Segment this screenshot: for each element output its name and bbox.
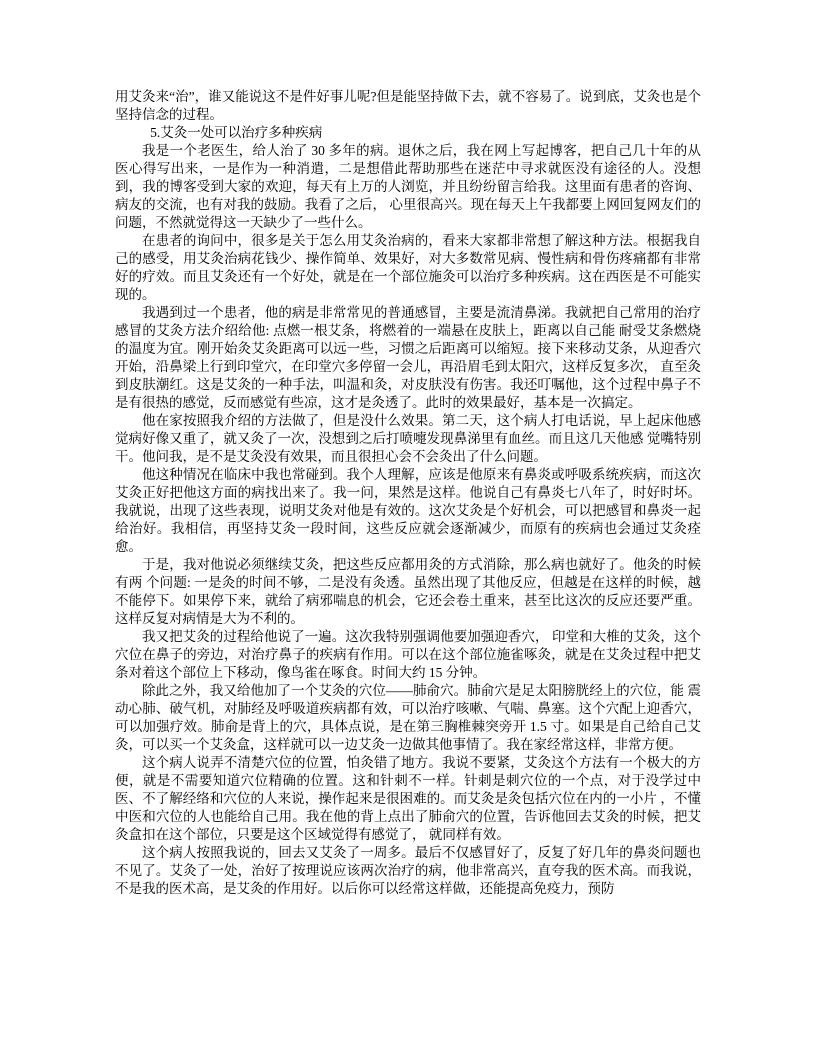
paragraph: 我又把艾灸的过程给他说了一遍。这次我特别强调他要加强迎香穴， 印堂和大椎的艾灸，这个穴位在鼻子的旁边，对治疗鼻子的疾病有作用。可以在这个部位施雀啄灸，就是在艾灸过程中把艾条对着这个部位上下移动，像鸟雀在啄食。时间大约 15 分钟。	[115, 629, 701, 680]
section-heading: 5.艾灸一处可以治疗多种疾病	[150, 125, 323, 140]
paragraph: 我是一个老医生，给人治了 30 多年的病。退休之后，我在网上写起博客，把自己几十年的从医心得写出来，一是作为一种消遣，二是想借此帮助那些在迷茫中寻求就医没有途径的人。没想到，我的博客受到大家的欢迎，每天有上万的人浏览，并且纷纷留言给我。这里面有患者的咨询、病友的交流，也有对我的鼓励。我看了之后， 心里很高兴。现在每天上午我都要上网回复网友们的问题，不然就觉得这一天缺少了一些什么。	[115, 143, 701, 230]
paragraph: 我遇到过一个患者，他的病是非常常见的普通感冒，主要是流清鼻涕。我就把自己常用的治疗感冒的艾灸方法介绍给他: 点燃一根艾条，将燃着的一端悬在皮肤上，距离以自己能 耐受艾条燃烧的温度为宜。刚开始灸艾灸距离可以远一些，习惯之后距离可以缩短。接下来移动艾条，从迎香穴开始，沿鼻梁上行到印堂穴，在印堂穴多停留一会儿，再沿眉毛到太阳穴，这样反复多次， 直至灸到皮肤潮红。这是艾灸的一种手法，叫温和灸，对皮肤没有伤害。我还叮嘱他，这个过程中鼻子不是有很热的感觉，反而感觉有些凉，这才是灸透了。此时的效果最好，基本是一次搞定。	[115, 305, 701, 410]
paragraph: 他在家按照我介绍的方法做了，但是没什么效果。第二天，这个病人打电话说，早上起床他感觉病好像又重了，就又灸了一次，没想到之后打喷嚏发现鼻涕里有血丝。而且这几天他感 觉嘴特别干。他问我，是不是艾灸没有效果，而且很担心会不会灸出了什么问题。	[115, 413, 701, 464]
paragraph: 这个病人说弄不清楚穴位的位置，怕灸错了地方。我说不要紧，艾灸这个方法有一个极大的方便，就是不需要知道穴位精确的位置。这和针刺不一样。针刺是刺穴位的一个点，对于没学过中医、不了解经络和穴位的人来说，操作起来是很困难的。而艾灸是灸包括穴位在内的一小片 ，不懂中医和穴位的人也能给自己用。我在他的背上点出了肺俞穴的位置，告诉他回去艾灸的时候，把艾灸盒扣在这个部位，只要是这个区域觉得有感觉了， 就同样有效。	[115, 755, 701, 842]
paragraph: 于是，我对他说必须继续艾灸，把这些反应都用灸的方式消除，那么病也就好了。他灸的时候有两 个问题: 一是灸的时间不够，二是没有灸透。虽然出现了其他反应，但越是在这样的时候，越不能停下。如果停下来，就给了病邪喘息的机会，它还会卷土重来，甚至比这次的反应还要严重。这样反复对病情是大为不利的。	[115, 557, 701, 626]
paragraph-continuation: 用艾灸来“治”，谁又能说这不是件好事儿呢?但是能坚持做下去，就不容易了。说到底，艾灸也是个坚持信念的过程。	[115, 89, 701, 122]
paragraph: 在患者的询问中，很多是关于怎么用艾灸治病的，看来大家都非常想了解这种方法。根据我自己的感受，用艾灸治病花钱少、操作简单、效果好，对大多数常见病、慢性病和骨伤疼痛都有非常好的疗效。而且艾灸还有一个好处，就是在一个部位施灸可以治疗多种疾病。这在西医是不可能实现的。	[115, 233, 701, 302]
paragraph: 这个病人按照我说的，回去又艾灸了一周多。最后不仅感冒好了，反复了好几年的鼻炎问题也不见了。艾灸了一处，治好了按理说应该两次治疗的病，他非常高兴，直夸我的医术高。而我说，不是我的医术高，是艾灸的作用好。以后你可以经常这样做，还能提高免疫力，预防	[115, 845, 701, 896]
paragraph: 除此之外，我又给他加了一个艾灸的穴位——肺俞穴。肺俞穴是足太阳膀胱经上的穴位，能 震动心肺、破气机，对肺经及呼吸道疾病都有效，可以治疗咳嗽、气喘、鼻塞。这个穴配上迎香穴，可以加强疗效。肺俞是背上的穴，具体点说，是在第三胸椎棘突旁开 1.5 寸。如果是自己给自己艾灸，可以买一个艾灸盒，这样就可以一边艾灸一边做其他事情了。我在家经常这样，非常方便。	[115, 683, 701, 752]
document-body	[115, 88, 701, 898]
paragraph: 他这种情况在临床中我也常碰到。我个人理解，应该是他原来有鼻炎或呼吸系统疾病，而这次艾灸正好把他这方面的病找出来了。我一问，果然是这样。他说自己有鼻炎七八年了，时好时坏。我就说，出现了这些表现，说明艾灸对他是有效的。这次艾灸是个好机会，可以把感冒和鼻炎一起给治好。我相信，再坚持艾灸一段时间，这些反应就会逐渐减少，而原有的疾病也会通过艾灸痊愈。	[115, 467, 701, 554]
